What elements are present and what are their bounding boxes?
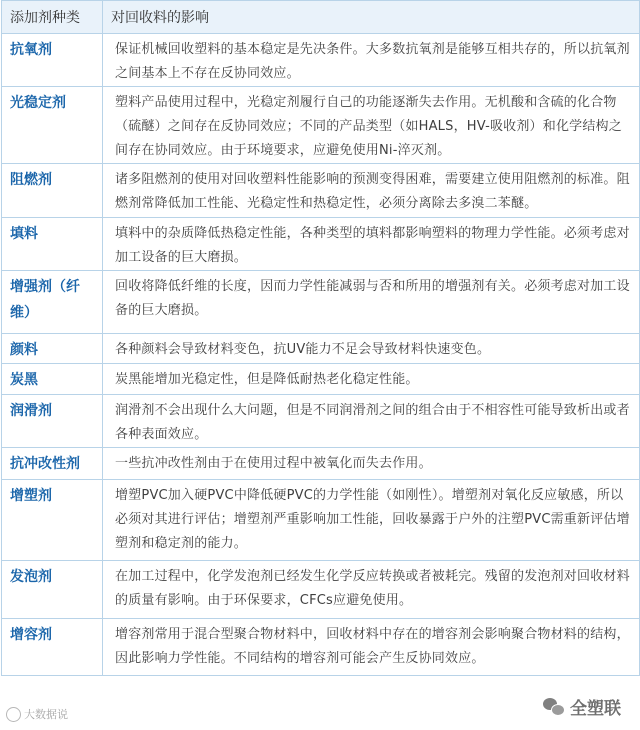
additive-name: 阻燃剂 <box>10 172 52 188</box>
table-row <box>2 34 640 87</box>
additive-name: 发泡剂 <box>10 569 52 585</box>
additive-effect: 塑料产品使用过程中，光稳定剂履行自己的功能逐渐失去作用。无机酸和含硫的化合物（硫醚）之间存在反协同效应；不同的产品类型（如HALS，HV-吸收剂）和化学结构之间存在协同效应。由于环境要求，应避免使用Ni-淬灭剂。 <box>115 95 622 158</box>
additives-table <box>1 0 640 676</box>
additive-name: 颜料 <box>10 342 38 358</box>
column-header-additive-type: 添加剂种类 <box>2 1 103 34</box>
column-header-effect: 对回收料的影响 <box>103 1 640 34</box>
additive-effect: 一些抗冲改性剂由于在使用过程中被氧化而失去作用。 <box>115 456 432 471</box>
additive-name: 光稳定剂 <box>10 95 66 111</box>
table-row <box>2 218 640 271</box>
table-row <box>2 561 640 619</box>
additive-name: 抗冲改性剂 <box>10 456 80 472</box>
table-row <box>2 619 640 676</box>
table-row <box>2 448 640 480</box>
table-header-row <box>2 1 640 34</box>
additive-name: 填料 <box>10 226 38 242</box>
additive-effect: 诸多阻燃剂的使用对回收塑料性能影响的预测变得困难，需要建立使用阻燃剂的标准。阻燃剂常降低加工性能、光稳定性和热稳定性，必须分离除去多溴二苯醚。 <box>115 172 630 211</box>
wechat-icon <box>543 698 565 716</box>
additive-effect: 炭黑能增加光稳定性，但是降低耐热老化稳定性能。 <box>115 372 419 387</box>
additive-effect: 增塑PVC加入硬PVC中降低硬PVC的力学性能（如刚性）。增塑剂对氧化反应敏感，所以必须对其进行评估；增塑剂严重影响加工性能，回收暴露于户外的注塑PVC需重新评估增塑剂和稳定剂的能力。 <box>115 488 630 551</box>
additive-effect: 各种颜料会导致材料变色，抗UV能力不足会导致材料快速变色。 <box>115 342 491 357</box>
additive-effect: 增容剂常用于混合型聚合物材料中，回收材料中存在的增容剂会影响聚合物材料的结构，因此影响力学性能。不同结构的增容剂可能会产生反协同效应。 <box>115 627 630 666</box>
additive-name: 抗氧剂 <box>10 42 52 58</box>
additive-name: 增塑剂 <box>10 488 52 504</box>
additive-effect: 在加工过程中，化学发泡剂已经发生化学反应转换或者被耗完。残留的发泡剂对回收材料的质量有影响。由于环保要求，CFCs应避免使用。 <box>115 569 630 608</box>
additive-effect: 润滑剂不会出现什么大问题，但是不同润滑剂之间的组合由于不相容性可能导致析出或者各种表面效应。 <box>115 403 630 442</box>
watermark-left <box>6 706 68 722</box>
table-row <box>2 271 640 334</box>
table-row <box>2 395 640 448</box>
additive-name: 炭黑 <box>10 372 38 388</box>
additive-effect: 填料中的杂质降低热稳定性能，各种类型的填料都影响塑料的物理力学性能。必须考虑对加工设备的巨大磨损。 <box>115 226 630 265</box>
weibo-icon <box>6 707 21 722</box>
additive-name: 润滑剂 <box>10 403 52 419</box>
additive-name: 增容剂 <box>10 627 52 643</box>
table-row <box>2 87 640 164</box>
table-row <box>2 364 640 395</box>
additive-effect: 保证机械回收塑料的基本稳定是先决条件。大多数抗氧剂是能够互相共存的，所以抗氧剂之间基本上不存在反协同效应。 <box>115 42 630 81</box>
additive-name: 增强剂（纤维） <box>10 279 80 321</box>
watermark-right <box>543 694 621 719</box>
watermark-right-text: 全塑联 <box>570 699 621 719</box>
additive-effect: 回收将降低纤维的长度，因而力学性能减弱与否和所用的增强剂有关。必须考虑对加工设备的巨大磨损。 <box>115 279 630 318</box>
watermark-left-text: 大数据说 <box>24 708 68 721</box>
table-row <box>2 334 640 364</box>
table-row <box>2 480 640 561</box>
table-row <box>2 164 640 218</box>
